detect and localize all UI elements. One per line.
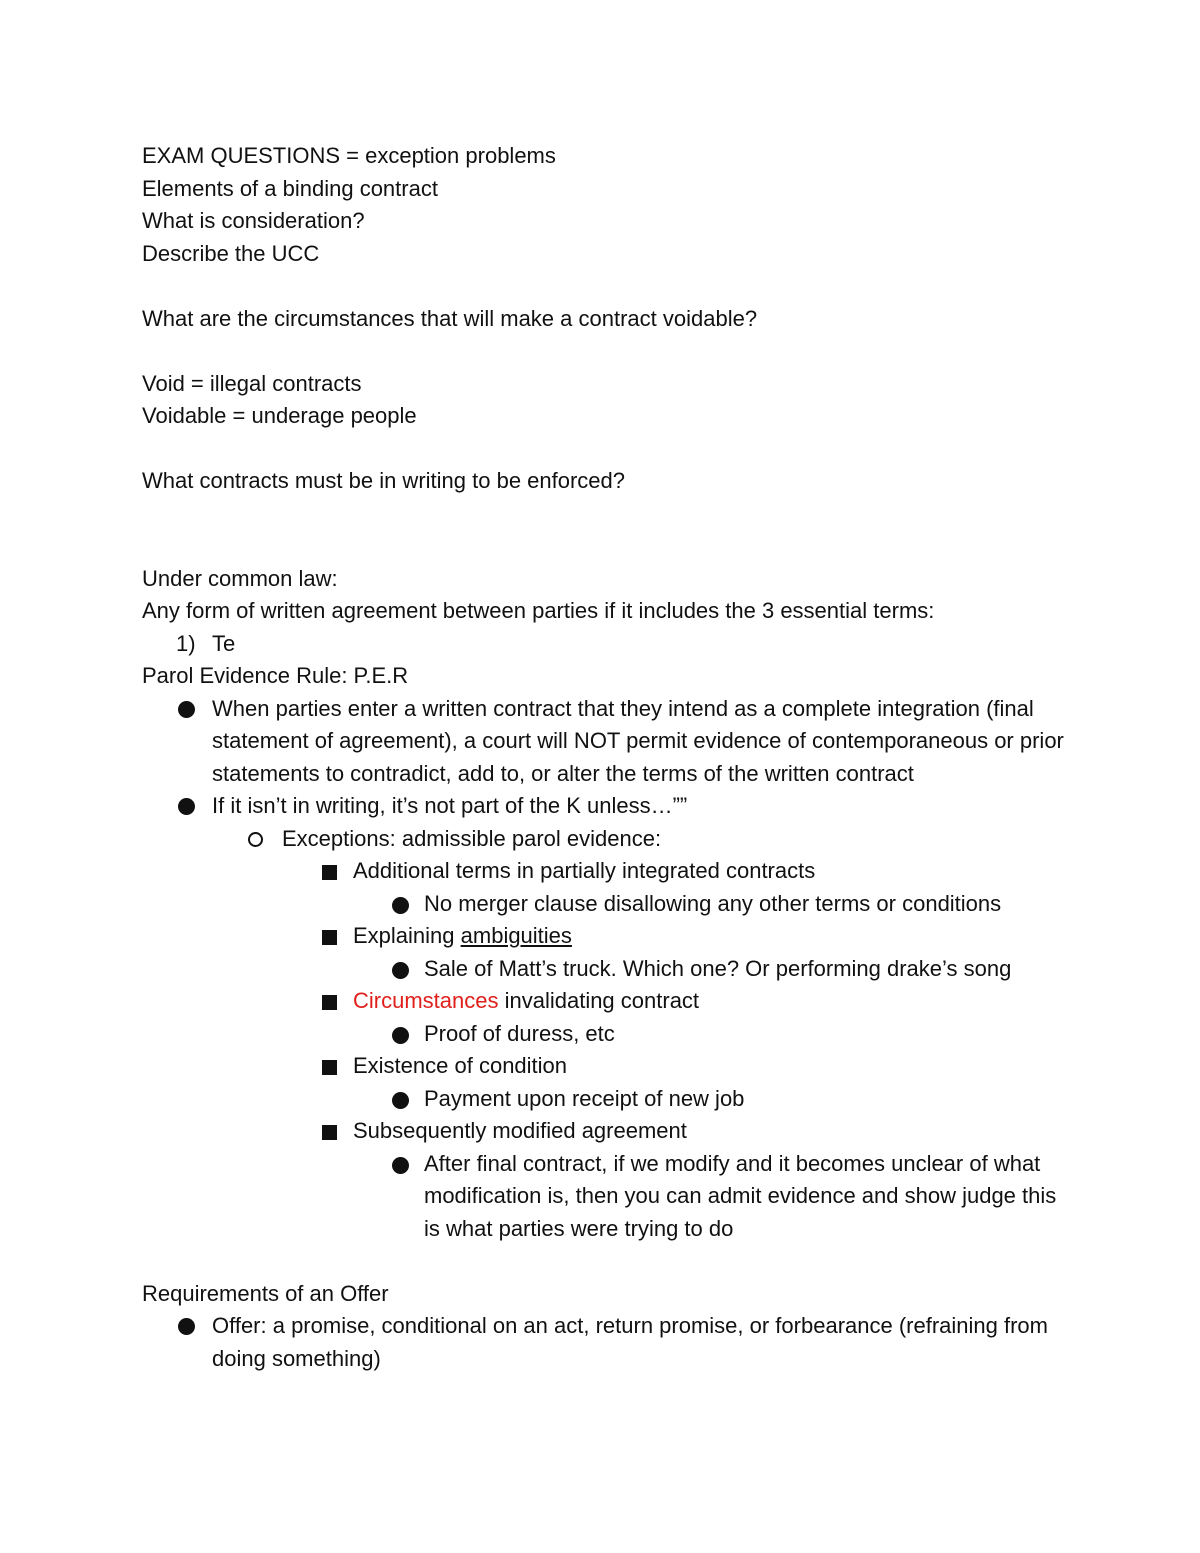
square-bullet-icon xyxy=(322,1125,337,1140)
exception-label xyxy=(353,920,1102,953)
square-bullet-icon xyxy=(322,995,337,1010)
any-form-line: Any form of written agreement between parties if it includes the 3 essential terms: xyxy=(142,598,935,623)
document-page xyxy=(142,140,1102,1375)
list-item xyxy=(142,1115,1102,1148)
list-number: 1) xyxy=(176,630,196,656)
list-item xyxy=(142,953,1102,986)
list-item xyxy=(142,1083,1102,1116)
list-item xyxy=(142,790,1102,823)
bullet-icon xyxy=(178,701,195,718)
square-bullet-icon xyxy=(322,930,337,945)
exception-detail: Proof of duress, etc xyxy=(424,1020,615,1046)
list-item xyxy=(142,1310,1102,1375)
spacer xyxy=(142,270,1102,303)
square-bullet-icon xyxy=(322,1060,337,1075)
exception-label: Subsequently modified agreement xyxy=(353,1118,687,1143)
bullet-icon xyxy=(392,1092,409,1109)
list-item xyxy=(142,1148,1102,1246)
exception-detail: Payment upon receipt of new job xyxy=(424,1085,745,1111)
elements-line: Elements of a binding contract xyxy=(142,175,438,201)
bullet-icon xyxy=(178,798,195,815)
voidable-question-line: What are the circumstances that will make a contract voidable? xyxy=(142,305,758,331)
consideration-line: What is consideration? xyxy=(142,208,365,233)
highlighted-word: Circumstances xyxy=(353,988,499,1013)
void-line: Void = illegal contracts xyxy=(142,370,362,396)
spacer xyxy=(142,498,1102,563)
per-writing-text: If it isn’t in writing, it’s not part of the K unless…”” xyxy=(212,793,688,818)
exception-detail: Sale of Matt’s truck. Which one? Or performing drake’s song xyxy=(424,955,1012,981)
requirements-heading: Requirements of an Offer xyxy=(142,1280,389,1306)
list-item xyxy=(142,693,1102,791)
bullet-icon xyxy=(392,897,409,914)
spacer xyxy=(142,433,1102,466)
list-item-text: Te xyxy=(212,630,236,656)
voidable-line: Voidable = underage people xyxy=(142,403,417,428)
writing-question-line: What contracts must be in writing to be enforced? xyxy=(142,468,626,493)
exception-label-rest: invalidating contract xyxy=(498,988,700,1013)
per-definition-text: When parties enter a written contract that they intend as a complete integration (final statement of agreement), a court will NOT permit evidence of contemporaneous or prior statements to contradict, add to, or alter the terms of the written contract xyxy=(212,695,1064,786)
list-item xyxy=(142,1050,1102,1083)
per-heading: Parol Evidence Rule: P.E.R xyxy=(142,663,409,688)
hollow-bullet-icon xyxy=(248,832,263,847)
exception-label: Additional terms in partially integrated contracts xyxy=(353,858,816,883)
list-item xyxy=(142,985,1102,1018)
list-item xyxy=(142,920,1102,953)
exception-detail: No merger clause disallowing any other terms or conditions xyxy=(424,890,1002,916)
exception-label: Existence of condition xyxy=(353,1053,568,1078)
list-item xyxy=(142,855,1102,888)
list-item xyxy=(142,1018,1102,1051)
exam-questions-line: EXAM QUESTIONS = exception problems xyxy=(142,143,556,168)
offer-definition-text: Offer: a promise, conditional on an act, return promise, or forbearance (refraining from doing something) xyxy=(212,1313,1048,1371)
exceptions-text: Exceptions: admissible parol evidence: xyxy=(282,825,662,851)
exception-label-prefix: Explaining xyxy=(353,923,461,948)
bullet-icon xyxy=(392,1157,409,1174)
ambiguities-link[interactable]: ambiguities xyxy=(460,923,572,948)
spacer xyxy=(142,335,1102,368)
square-bullet-icon xyxy=(322,865,337,880)
numbered-list-item xyxy=(142,628,1102,661)
exception-label xyxy=(353,985,1102,1018)
spacer xyxy=(142,1245,1102,1278)
bullet-icon xyxy=(392,1027,409,1044)
exception-detail: After final contract, if we modify and it becomes unclear of what modification is, then you can admit evidence and show judge this is what parties were trying to do xyxy=(424,1150,1057,1241)
list-item xyxy=(142,888,1102,921)
ucc-line: Describe the UCC xyxy=(142,240,320,266)
list-item xyxy=(142,823,1102,856)
bullet-icon xyxy=(178,1318,195,1335)
bullet-icon xyxy=(392,962,409,979)
common-law-line: Under common law: xyxy=(142,565,338,591)
